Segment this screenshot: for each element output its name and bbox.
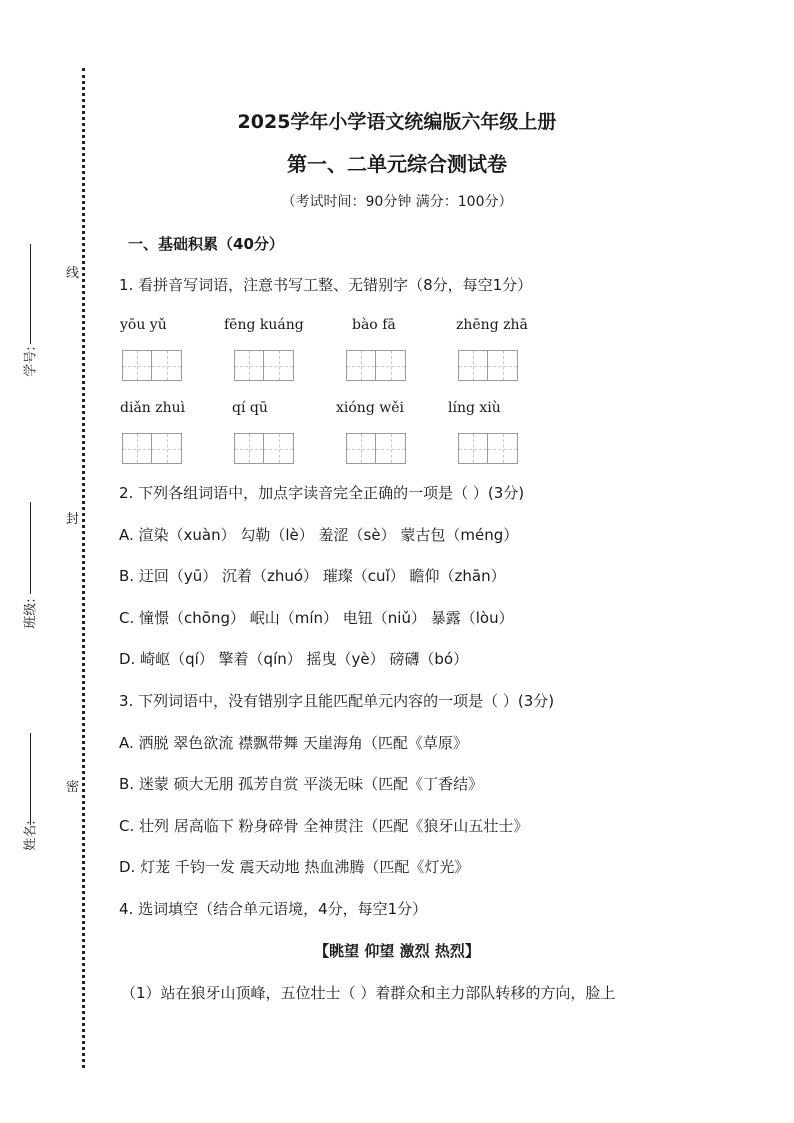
pinyin-8: líng xiù: [448, 400, 501, 416]
writing-grid-6[interactable]: [234, 433, 294, 464]
student-id-line[interactable]: [30, 244, 31, 344]
writing-grid-5[interactable]: [122, 433, 182, 464]
class-line[interactable]: [30, 502, 31, 594]
writing-grid-3[interactable]: [346, 350, 406, 381]
pinyin-1: yōu yǔ: [120, 317, 167, 333]
name-label: 姓名:: [23, 820, 39, 851]
pinyin-5: diǎn zhuì: [120, 400, 186, 416]
writing-grid-4[interactable]: [458, 350, 518, 381]
binding-dashed-line: [82, 68, 85, 1068]
pinyin-4: zhēng zhā: [456, 317, 528, 333]
pinyin-7: xióng wěi: [336, 400, 404, 416]
name-line[interactable]: [30, 733, 31, 825]
question-3-option-d: D. 灯茏 千钧一发 震天动地 热血沸腾（匹配《灯光》: [119, 858, 470, 876]
exam-info: （考试时间：90分钟 满分：100分）: [281, 194, 513, 210]
question-2-prompt: 2. 下列各组词语中，加点字读音完全正确的一项是（ ）(3分): [119, 484, 525, 502]
page-title: 2025学年小学语文统编版六年级上册: [237, 111, 557, 133]
pinyin-3: bào fā: [352, 317, 396, 333]
section-heading: 一、基础积累（40分）: [128, 235, 284, 253]
question-2-option-a: A. 渲染（xuàn） 勾勒（lè） 羞涩（sè） 蒙古包（méng）: [119, 526, 519, 544]
writing-grid-7[interactable]: [346, 433, 406, 464]
class-label: 班级:: [23, 598, 39, 629]
question-2-option-d: D. 崎岖（qí） 擎着（qín） 摇曳（yè） 磅礴（bó）: [119, 650, 469, 668]
page-subtitle: 第一、二单元综合测试卷: [287, 152, 507, 176]
binding-word-feng: 封: [66, 504, 79, 531]
student-id-label: 学号:: [23, 346, 39, 377]
binding-word-xian: 线: [66, 258, 79, 285]
question-3-option-c: C. 壮列 居高临下 粉身碎骨 全神贯注（匹配《狼牙山五壮士》: [119, 817, 529, 835]
question-2-option-c: C. 憧憬（chōng） 岷山（mín） 电钮（niǔ） 暴露（lòu）: [119, 609, 514, 627]
question-2-option-b: B. 迂回（yū） 沉着（zhuó） 璀璨（cuǐ） 瞻仰（zhān）: [119, 567, 506, 585]
question-3-prompt: 3. 下列词语中，没有错别字且能匹配单元内容的一项是（ ）(3分): [119, 692, 555, 710]
question-4-prompt: 4. 选词填空（结合单元语境，4分，每空1分）: [119, 900, 428, 918]
pinyin-6: qí qū: [232, 400, 268, 416]
writing-grid-8[interactable]: [458, 433, 518, 464]
question-4-sub-1: （1）站在狼牙山顶峰，五位壮士（ ）着群众和主力部队转移的方向，脸上: [121, 984, 616, 1002]
word-bank: 【眺望 仰望 激烈 热烈】: [314, 942, 480, 960]
pinyin-2: fēng kuáng: [224, 317, 304, 333]
writing-grid-1[interactable]: [122, 350, 182, 381]
question-3-option-a: A. 洒脱 翠色欲流 襟飘带舞 天崖海角（匹配《草原》: [119, 734, 468, 752]
binding-word-mi: 密: [66, 772, 79, 799]
question-3-option-b: B. 迷蒙 硕大无朋 孤芳自赏 平淡无味（匹配《丁香结》: [119, 775, 484, 793]
question-1-prompt: 1. 看拼音写词语，注意书写工整、无错别字（8分，每空1分）: [119, 276, 533, 294]
writing-grid-2[interactable]: [234, 350, 294, 381]
